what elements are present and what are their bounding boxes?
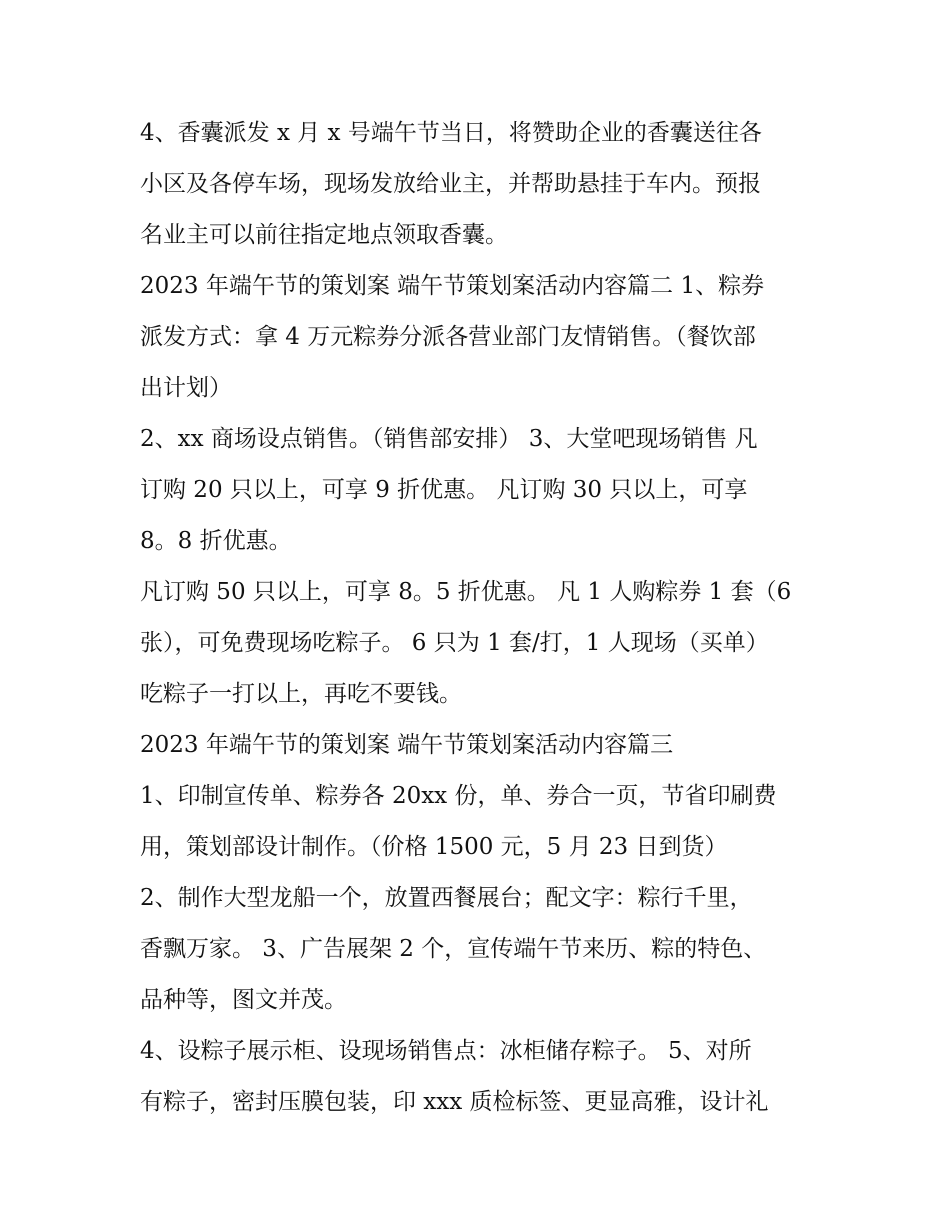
text-line: 名业主可以前往指定地点领取香囊。 bbox=[140, 222, 508, 248]
text-line: 品种等，图文并茂。 bbox=[140, 987, 347, 1013]
text-line: 用，策划部设计制作。（价格 1500 元，5 月 23 日到货） bbox=[140, 834, 728, 860]
text-line: 2、制作大型龙船一个，放置西餐展台；配文字：粽行千里， bbox=[140, 885, 753, 911]
text-line: 出计划） bbox=[140, 375, 232, 401]
text-line: 2、xx 商场设点销售。（销售部安排） 3、大堂吧现场销售 凡 bbox=[140, 426, 758, 452]
text-line: 张），可免费现场吃粽子。 6 只为 1 套/打，1 人现场（买单） bbox=[140, 630, 769, 656]
document-body bbox=[140, 108, 820, 1128]
text-line: 4、香囊派发 x 月 x 号端午节当日，将赞助企业的香囊送往各 bbox=[140, 120, 762, 146]
text-line: 小区及各停车场，现场发放给业主，并帮助悬挂于车内。预报 bbox=[140, 171, 761, 197]
text-line: 吃粽子一打以上，再吃不要钱。 bbox=[140, 681, 462, 707]
text-line: 凡订购 50 只以上，可享 8。5 折优惠。 凡 1 人购粽券 1 套（6 bbox=[140, 579, 792, 605]
text-line: 8。8 折优惠。 bbox=[140, 528, 292, 554]
section-heading-line: 2023 年端午节的策划案 端午节策划案活动内容篇二 1、粽券 bbox=[140, 273, 765, 299]
text-line: 有粽子，密封压膜包装，印 xxx 质检标签、更显高雅，设计礼 bbox=[140, 1089, 769, 1115]
text-line: 订购 20 只以上，可享 9 折优惠。 凡订购 30 只以上，可享 bbox=[140, 477, 748, 503]
text-line: 派发方式：拿 4 万元粽券分派各营业部门友情销售。（餐饮部 bbox=[140, 324, 756, 350]
text-line: 4、设粽子展示柜、设现场销售点：冰柜储存粽子。 5、对所 bbox=[140, 1038, 752, 1064]
text-line: 香飘万家。 3、广告展架 2 个，宣传端午节来历、粽的特色、 bbox=[140, 936, 767, 962]
text-line: 1、印制宣传单、粽券各 20xx 份，单、券合一页，节省印刷费 bbox=[140, 783, 777, 809]
section-heading-line: 2023 年端午节的策划案 端午节策划案活动内容篇三 bbox=[140, 732, 674, 758]
